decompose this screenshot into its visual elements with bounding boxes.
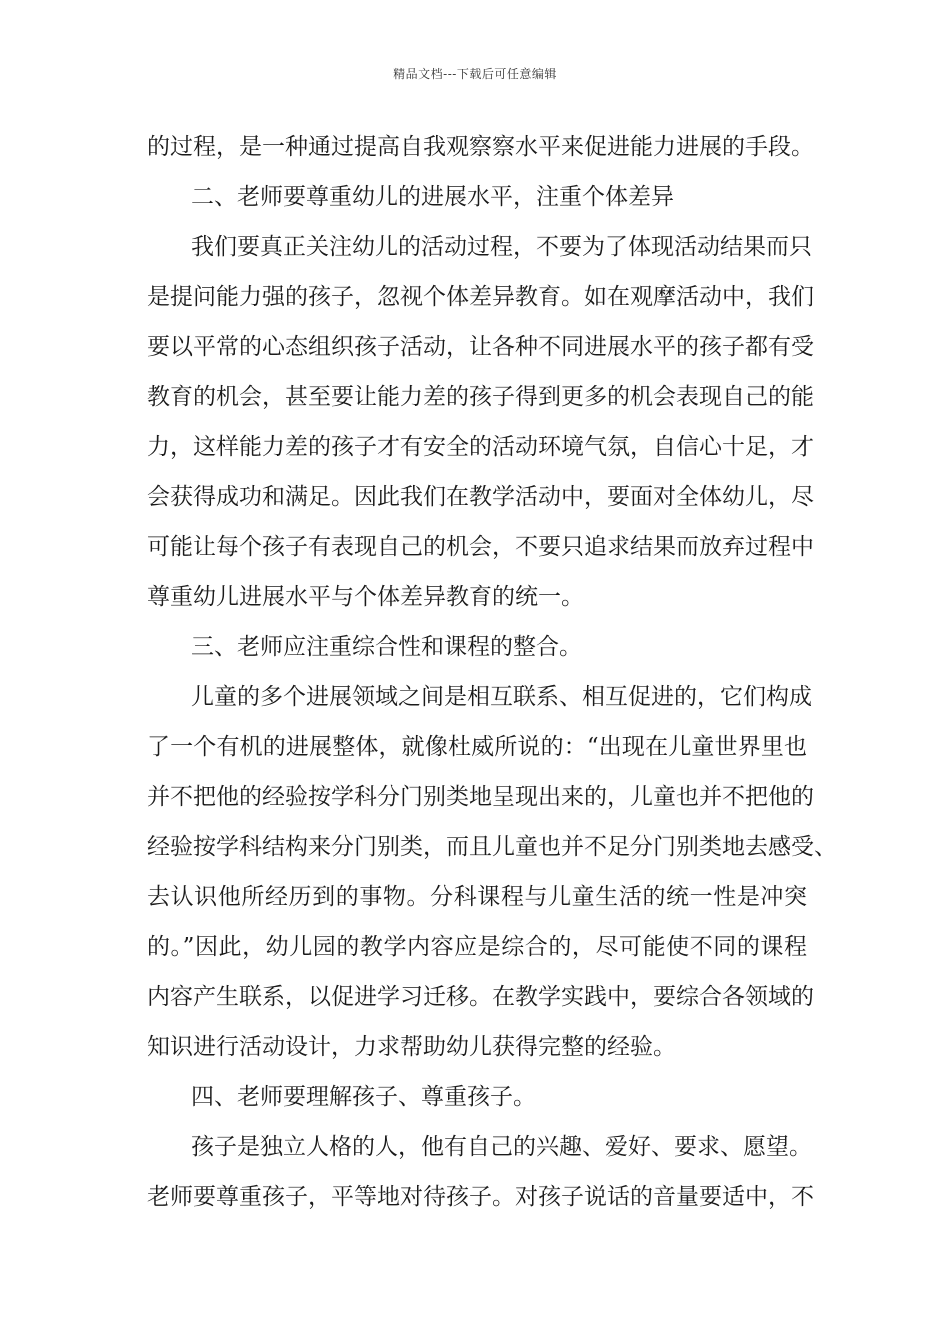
- text-line: 孩子是独立人格的人，他有自己的兴趣、爱好、要求、愿望。: [191, 1134, 812, 1160]
- text-line: 儿童的多个进展领域之间是相互联系、相互促进的，它们构成: [191, 684, 812, 710]
- text-line: 三、老师应注重综合性和课程的整合。: [191, 634, 582, 660]
- text-line: 要以平常的心态组织孩子活动，让各种不同进展水平的孩子都有受: [147, 334, 814, 360]
- body-text: [147, 131, 837, 1231]
- text-line: 的过程，是一种通过提高自我观察察水平来促进能力进展的手段。: [147, 134, 814, 160]
- text-line: 是提问能力强的孩子，忽视个体差异教育。如在观摩活动中，我们: [147, 284, 814, 310]
- text-line: 老师要尊重孩子，平等地对待孩子。对孩子说话的音量要适中，不: [147, 1184, 814, 1210]
- text-line: 内容产生联系，以促进学习迁移。在教学实践中，要综合各领域的: [147, 984, 814, 1010]
- text-line: 并不把他的经验按学科分门别类地呈现出来的，儿童也并不把他的: [147, 784, 814, 810]
- page-header: 精品文档---下载后可任意编辑: [393, 67, 557, 81]
- text-line: 经验按学科结构来分门别类，而且儿童也并不足分门别类地去感受、: [147, 834, 837, 860]
- text-line: 尊重幼儿进展水平与个体差异教育的统一。: [147, 584, 584, 610]
- text-line: 二、老师要尊重幼儿的进展水平，注重个体差异: [191, 184, 674, 210]
- text-line: 知识进行活动设计，力求帮助幼儿获得完整的经验。: [147, 1034, 676, 1060]
- text-line: 去认识他所经历到的事物。分科课程与儿童生活的统一性是冲突: [147, 884, 807, 910]
- text-line: 力，这样能力差的孩子才有安全的活动环境气氛，自信心十足，才: [147, 434, 814, 460]
- text-line: 会获得成功和满足。因此我们在教学活动中，要面对全体幼儿，尽: [147, 484, 814, 510]
- text-line: 四、老师要理解孩子、尊重孩子。: [191, 1084, 536, 1110]
- text-line: 可能让每个孩子有表现自己的机会，不要只追求结果而放弃过程中: [147, 534, 814, 560]
- text-line: 教育的机会，甚至要让能力差的孩子得到更多的机会表现自己的能: [147, 384, 814, 410]
- text-line: 我们要真正关注幼儿的活动过程，不要为了体现活动结果而只: [191, 234, 812, 260]
- text-line: 的。”因此，幼儿园的教学内容应是综合的，尽可能使不同的课程: [147, 934, 807, 960]
- text-line: 了一个有机的进展整体，就像杜威所说的：“出现在儿童世界里也: [147, 734, 807, 760]
